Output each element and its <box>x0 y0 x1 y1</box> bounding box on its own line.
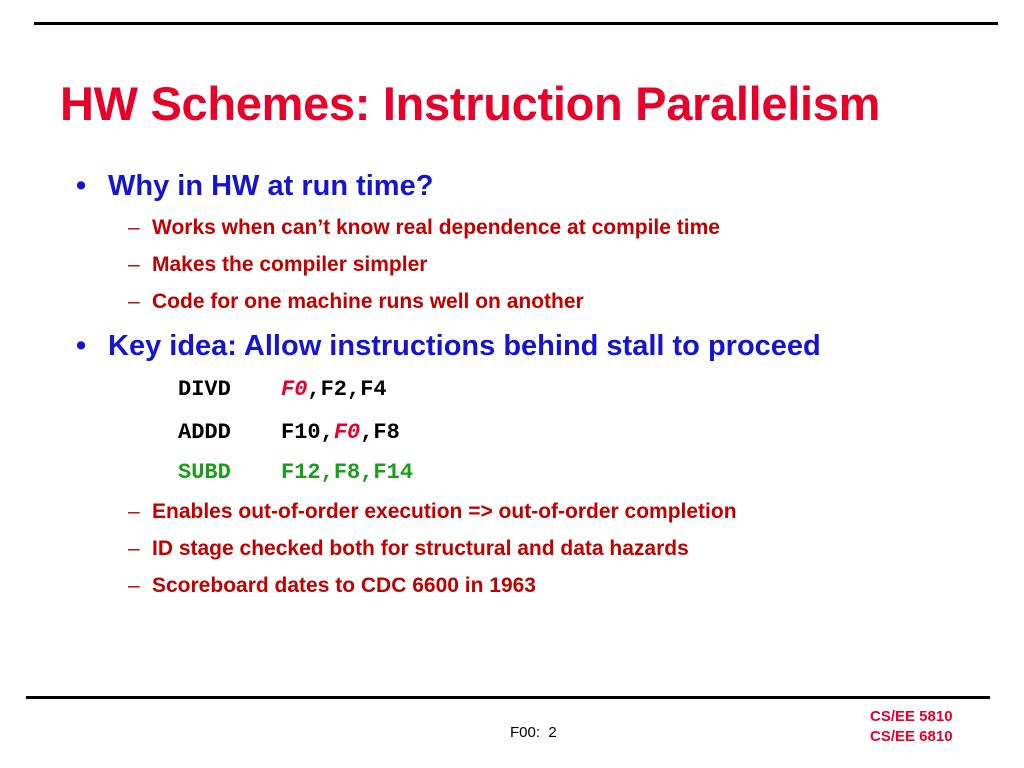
course-label: CS/EE 6810 <box>870 728 953 745</box>
code-separator: , <box>307 377 321 402</box>
code-register: F14 <box>373 460 414 485</box>
course-label: CS/EE 5810 <box>870 708 953 725</box>
sub-item <box>128 216 720 240</box>
code-separator: , <box>347 377 361 402</box>
code-opcode: DIVD <box>178 377 231 402</box>
dash-marker: – <box>128 500 140 523</box>
dash-marker: – <box>128 290 140 313</box>
bullet-why-hw <box>76 170 433 203</box>
dash-marker: – <box>128 574 140 597</box>
code-register-highlight: F0 <box>281 377 308 402</box>
page-number: F00: 2 <box>510 724 557 741</box>
bullet-marker: • <box>76 170 87 202</box>
code-register-highlight: F0 <box>333 420 361 445</box>
sub-item <box>128 537 689 561</box>
dash-marker: – <box>128 253 140 276</box>
code-separator: , <box>360 420 374 445</box>
code-line-subd <box>178 460 413 485</box>
code-register: F2 <box>320 377 348 402</box>
sub-item <box>128 290 584 314</box>
code-register: F8 <box>373 420 400 445</box>
code-separator: , <box>320 460 334 485</box>
code-register: F4 <box>360 377 387 402</box>
code-line-divd <box>178 377 387 402</box>
bullet-marker: • <box>76 330 87 362</box>
bullet-key-idea <box>76 330 821 363</box>
code-separator: , <box>360 460 374 485</box>
sub-item <box>128 253 427 277</box>
code-separator: , <box>320 420 334 445</box>
code-opcode: ADDD <box>178 420 231 445</box>
dash-marker: – <box>128 216 140 239</box>
sub-item-text: Scoreboard dates to CDC 6600 in 1963 <box>152 574 536 597</box>
code-register: F12 <box>281 460 321 485</box>
code-register: F10 <box>281 420 321 445</box>
top-rule <box>34 22 998 25</box>
code-line-addd <box>178 420 400 445</box>
sub-item-text: Enables out-of-order execution => out-of-order completion <box>152 500 737 523</box>
sub-item-text: Makes the compiler simpler <box>152 253 428 276</box>
code-register: F8 <box>333 460 361 485</box>
slide-title: HW Schemes: Instruction Parallelism <box>60 77 881 130</box>
bullet-text: Why in HW at run time? <box>108 170 434 202</box>
sub-item <box>128 574 536 598</box>
sub-item-text: ID stage checked both for structural and data hazards <box>152 537 689 560</box>
sub-item <box>128 500 737 524</box>
dash-marker: – <box>128 537 140 560</box>
bullet-text: Key idea: Allow instructions behind stall to proceed <box>108 330 821 362</box>
code-opcode: SUBD <box>178 460 231 485</box>
sub-item-text: Code for one machine runs well on another <box>152 290 584 313</box>
sub-item-text: Works when can’t know real dependence at compile time <box>152 216 720 239</box>
bottom-rule <box>26 696 990 699</box>
